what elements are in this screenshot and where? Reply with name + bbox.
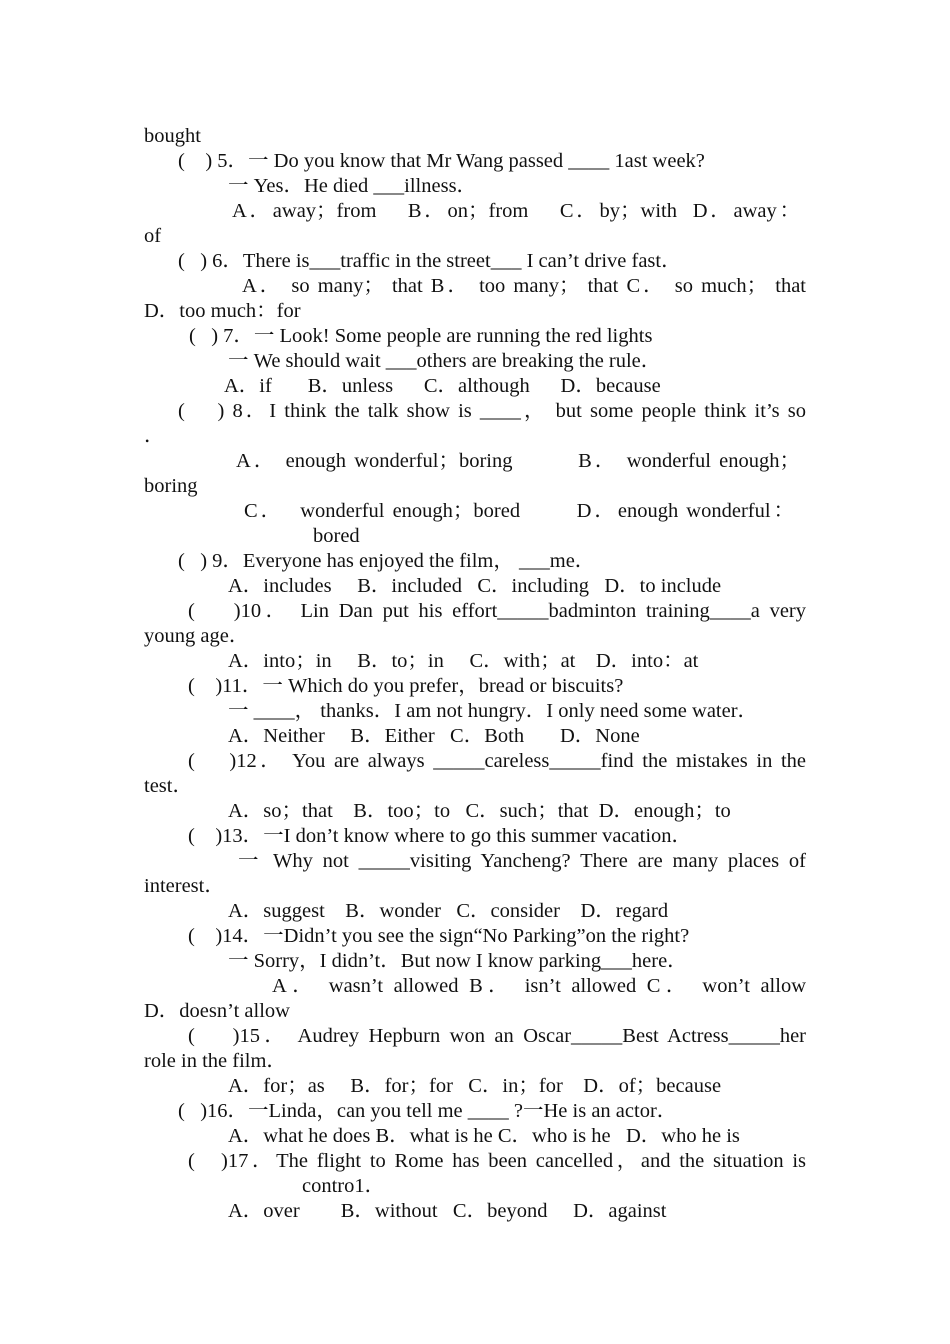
question-13: ( )13．一I don’t know where to go this summer vacation．: [188, 825, 693, 847]
text-line: bored: [313, 525, 360, 547]
text-line: role in the film．: [144, 1050, 287, 1072]
answer-options: A．suggest B．wonder C．consider D．regard: [228, 900, 669, 922]
answer-options: A． so many； that B． too many； that C． so much； that: [242, 275, 806, 297]
answer-options: A．so；that B．too；to C．such；that D．enough；to: [228, 800, 731, 822]
text-line: test．: [144, 775, 193, 797]
answer-options: A．for；as B．for；for C．in；for D．of；because: [228, 1075, 722, 1097]
question-5: ( ) 5．一 Do you know that Mr Wang passed ____ 1ast week?: [178, 150, 705, 172]
question-15: ( )15． Audrey Hepburn won an Oscar_____Best Actress_____her: [188, 1025, 806, 1047]
answer-options: A．if B．unless C．although D．because: [224, 375, 661, 397]
text-line: 一 ____， thanks．I am not hungry．I only need some water．: [228, 700, 759, 722]
answer-options: A．what he does B．what is he C．who is he D．who he is: [228, 1125, 740, 1147]
text-line: interest．: [144, 875, 225, 897]
answer-options: C． wonderful enough；bored D．enough wonderful：: [244, 500, 794, 522]
answer-options: A．over B．without C．beyond D．against: [228, 1200, 667, 1222]
text-line: 一 Sorry，I didn’t．But now I know parking___here．: [228, 950, 688, 972]
text-line: young age．: [144, 625, 250, 647]
question-10: ( )10． Lin Dan put his effort_____badminton training____a very: [188, 600, 806, 622]
text-line: ．: [144, 425, 165, 447]
text-line: D．too much：for: [144, 300, 301, 322]
text-line: bought: [144, 125, 201, 147]
text-line: of: [144, 225, 162, 247]
text-line: boring: [144, 475, 198, 497]
question-9: ( ) 9．Everyone has enjoyed the film， ___me．: [178, 550, 596, 572]
text-line: contro1．: [302, 1175, 386, 1197]
question-12: ( )12． You are always _____careless_____find the mistakes in the: [188, 750, 806, 772]
answer-options: A．into；in B．to；in C．with；at D．into：at: [228, 650, 699, 672]
question-17: ( )17．The flight to Rome has been cancelled，and the situation is: [188, 1150, 806, 1172]
question-6: ( ) 6．There is___traffic in the street___ I can’t drive fast．: [178, 250, 682, 272]
text-line: 一 Why not _____visiting Yancheng? There are many places of: [238, 850, 806, 872]
question-16: ( )16．一Linda，can you tell me ____ ?一He is an actor．: [178, 1100, 678, 1122]
answer-options: A．away；from B．on；from C．by；with D．away：: [232, 200, 800, 222]
text-line: D．doesn’t allow: [144, 1000, 290, 1022]
question-8: ( ) 8．I think the talk show is ____， but some people think it’s so: [178, 400, 806, 422]
text-line: 一 We should wait ___others are breaking the rule．: [228, 350, 662, 372]
answer-options: A．Neither B．Either C．Both D．None: [228, 725, 640, 747]
answer-options: A． enough wonderful；boring B． wonderful enough；: [236, 450, 800, 472]
text-line: 一 Yes．He died ___illness．: [228, 175, 478, 197]
answer-options: A． wasn’t allowed B． isn’t allowed C． won’t allow: [272, 975, 806, 997]
question-14: ( )14．一Didn’t you see the sign“No Parking”on the right?: [188, 925, 690, 947]
answer-options: A．includes B．included C．including D．to include: [228, 575, 722, 597]
question-11: ( )11．一 Which do you prefer，bread or biscuits?: [188, 675, 624, 697]
question-7: ( ) 7．一 Look! Some people are running the red lights: [189, 325, 653, 347]
